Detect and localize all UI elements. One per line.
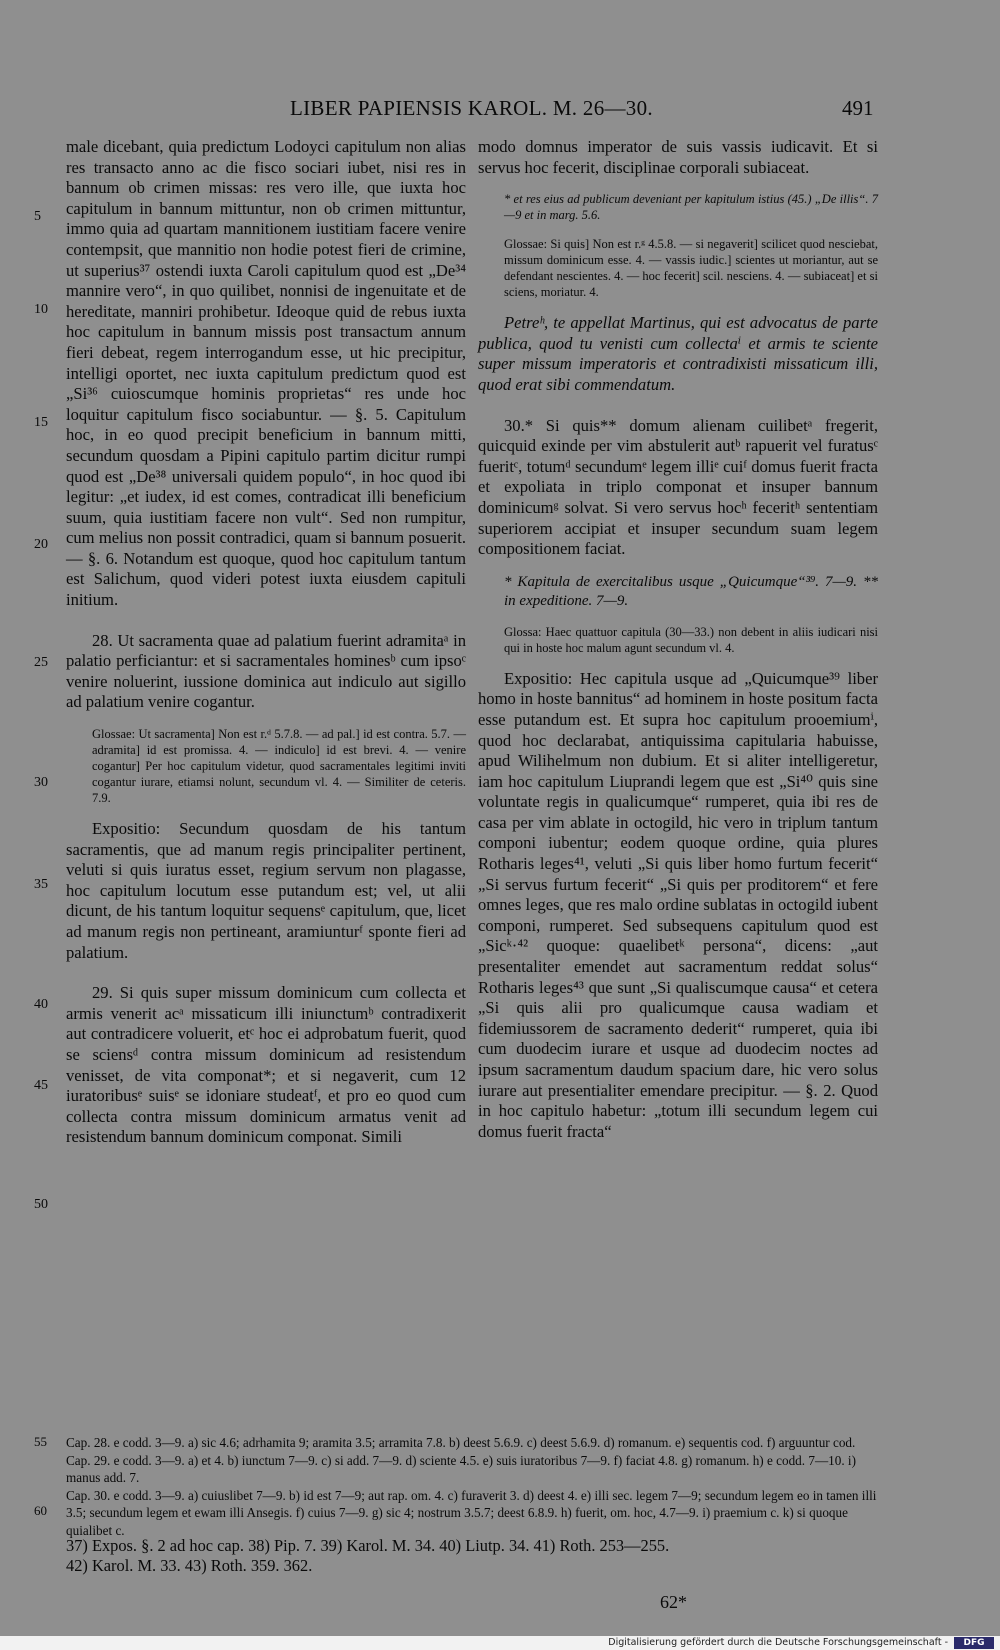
chapter-29: 29. Si quis super missum dominicum cum collecta et armis venerit acᵃ missaticum illi iniunctumᵇ contradixerit aut contradicere voluerit, etᶜ hoc ei adprobatum fuerit, quod se sciensᵈ contra missum dominicum ad resistendum venisset, de vita componat*; et si negaverit, cum 12 iuratoribusᵉ suisᵉ se idoniare studeatᶠ, et pro eo quod cum collecta contra missum dominicum armatus venit ad resistendum bannum dominicum componat. Simili — [66, 983, 466, 1147]
line-number: 30 — [34, 775, 48, 790]
paragraph: male dicebant, quia predictum Lodoyci capitulum non alias res transacto anno ac die fisco sociari iubet, nisi res in bannum ob crimen missas: res vero ille, que iuxta hoc capitulum in bannum mittuntur, non ob crimen mittuntur, immo quia ad quartam mannitionem iustitiam facere venire contempsit, que mannitio non hodie potest fieri de crimine, ut superius³⁷ ostendi iuxta Caroli capitulum quod est „De³⁴ mannire vero“, in quo quilibet, nonnisi de ingenuitate et de hereditate, manniri prohibetur. Ideoque quid de rebus iuxta hoc capitulum in bannum missis post transactum annum fieri debeat, regem interrogandum esse, ut hic precipitur, intelligi oportet, nec iuxta capitulum predictum quod est „Si³⁶ cuioscumque hominis proprietas“ res unde hoc loquitur capitulum fisco sociabuntur. — §. 5. Capitulum hoc, in eo quod precipit beneficium in bannum mitti, secundum quosdam a Pipini capitulo partim dicitur rumpi quod est „De³⁸ universali quidem populo“, in hoc quod ibi legitur: „et iudex, id est comes, contradicat illi beneficium suum, quia iustitiam facere non vult“. Sed non rumpitur, cum melius non possit contradici, quam si bannum posuerit. — §. 6. Notandum est quoque, quod hoc capitulum tantum est Salichum, quod videri potest iuxta eiusdem capituli initium. — [66, 137, 466, 610]
note-line: 42) Karol. M. 33. 43) Roth. 359. 362. — [66, 1556, 313, 1575]
dfg-logo: DFG — [954, 1637, 994, 1649]
right-column — [478, 137, 878, 1142]
line-number: 55 — [34, 1434, 47, 1449]
running-title: LIBER PAPIENSIS KAROL. M. 26—30. — [290, 96, 653, 120]
chapter-30: 30.* Si quis** domum alienam cuilibetᵃ fregerit, quicquid exinde per vim abstulerit autᵇ rapuerit vel furatusᶜ fueritᶜ, totumᵈ secundumᵉ legem illiᵉ cuiᶠ domus fuerit fracta et expoliata in triplo componat et insuper bannum dominicumᵍ solvat. Si vero servus hocʰ feceritʰ sententiam superiorem accipiat et insuper secundum suam legem compositionem faciat. — [478, 415, 878, 559]
line-number: 40 — [34, 997, 48, 1012]
apparatus-entry: Cap. 30. e codd. 3—9. a) cuiuslibet 7—9. b) id est 7—9; aut rap. om. 4. c) furaverit 3. d) deest 4. e) illi sec. legem 7—9; secundum legem eo in tamen illi 3.5; secundum legem et ewam illi Ansegis. f) cuius 7—9. g) sic 4; nostrum 3.5.7; deest 6.8.9. h) fuerit, om. hoc, 4.7—9. i) praemium c. k) si quoque quialibet c. — [66, 1487, 877, 1538]
footnote-29: * et res eius ad publicum deveniant per kapitulum istius (45.) „De illis“. 7—9 et in marg. 5.6. — [504, 192, 878, 223]
critical-apparatus — [66, 1434, 878, 1539]
line-number: 35 — [34, 877, 48, 892]
line-number: 10 — [34, 302, 48, 317]
expositio-28: Expositio: Secundum quosdam de his tantum sacramentis, que ad manum regis principaliter pertinent, veluti si quis iuratus esset, regium servum non plagasse, hoc capitulum locutum esse putandum est; vel, ut alii dicunt, de his tantum loquitur sequensᵉ capitulum, que, licet ad manum regis non pertineant, aramiunturᶠ sponte fieri ad palatium. — [66, 819, 466, 962]
expositio-30: Expositio: Hec capitula usque ad „Quicumque³⁹ liber homo in hoste bannitus“ ad hominem in hoste positum facta esse putandum est. Et supra hoc capitulum prooemiumⁱ, quod hoc declarabat, antiquissima capitularia habuisse, apud Wilihelmum non dubium. Et si aliter intelligeretur, iam hoc capitulum Liuprandi legem que est „Si⁴⁰ quis sine voluntate regis in qualicumque“ rumperet, quia ibi res de casa per vim ablate in octogild, hic vero in triplum tantum componi iubentur; eodem quoque ordine, quia plures Rotharis leges⁴¹, veluti „Si quis liber homo furtum fecerit“ „Si servus furtum fecerit“ „Si quis per proditorem“ et fere omnes leges, que res malo ordine sublatas in octogild iubent componi, rumperet. Sed subsequens capitulum quod est „Sicᵏ·⁴² quoque: quaelibetᵏ persona“, dicens: „aut presentaliter emendet aut sacramentum reddat solus“ Rotharis leges⁴³ que sunt „Si qualiscumque causa“ et cetera „Si quis alii pro qualicumque causa wadiam et fidemiussorem de sacramento dederit“ rumperet, quia ibi cum duodecim iurare et usque ad duodecim noctes ad ipsum sacramentum daudum spacium dare, hic vero solus iurare aut presentialiter emendare precipitur. — §. 2. Quod in hoc capitulo habetur: „totum illi secundum legem cui domus fuerit fracta“ — [478, 668, 879, 1141]
line-number: 20 — [34, 537, 48, 552]
line-number: 15 — [34, 415, 48, 430]
footnote-30: * Kapitula de exercitalibus usque „Quicumque“³⁹. 7—9. ** in expeditione. 7—9. — [504, 573, 878, 609]
apparatus-entry: Cap. 29. e codd. 3—9. a) et 4. b) iunctum 7—9. c) si add. 7—9. d) sciente 4.5. e) suis iuratoribus 7—9. f) faciat 4.8. g) romanum. h) e codd. 7—10. i) manus add. 7. — [66, 1452, 856, 1485]
signature-mark: 62* — [660, 1592, 687, 1612]
glossae-28: Glossae: Ut sacramenta] Non est r.ᵈ 5.7.8. — ad pal.] id est contra. 5.7. — adramita] id est promissa. 4. — indiculo] id est brevi. 4. — venire cogantur] Per hoc capitulum videtur, quod sacramentales legitimi inviti cogantur iurare, etiamsi nolunt, secundum vl. 4. — Similiter de ceteris. 7.9. — [92, 727, 466, 806]
glossa-30: Glossa: Haec quattuor capitula (30—33.) non debent in aliis iudicari nisi qui in hoste hoc malum agunt secundum vl. 4. — [504, 624, 878, 655]
page-number: 491 — [842, 96, 874, 120]
chapter-28: 28. Ut sacramenta quae ad palatium fuerint adramitaᵃ in palatio perficiantur: et si sacramentales hominesᵇ cum ipsoᶜ venire noluerint, iussione dominica aut indiculo aut sigillo ad palatium venire cogantur. — [66, 630, 466, 712]
apparatus-entry: Cap. 28. e codd. 3—9. a) sic 4.6; adrhamita 9; aramita 3.5; arramita 7.8. b) deest 5.6.9. c) deest 5.6.9. d) romanum. e) sequentis cod. f) arguuntur cod. — [66, 1435, 856, 1450]
note-line: 37) Expos. §. 2 ad hoc cap. 38) Pip. 7. 39) Karol. M. 34. 40) Liutp. 34. 41) Roth. 253—255. — [66, 1536, 670, 1555]
line-number: 60 — [34, 1503, 47, 1518]
left-column — [66, 137, 466, 1148]
chapter-29-continued: modo domnus imperator de suis vassis iudicavit. Et si servus hoc fecerit, disciplinae corporali subiaceat. — [478, 137, 878, 177]
glossae-29: Glossae: Si quis] Non est r.ᵍ 4.5.8. — si negaverit] scilicet quod nesciebat, missum dominicum esse. 4. — vassis iudic.] scientes ut moriantur, aut se defendant nescientes. 4. — hoc fecerit] scil. nesciens. 4. — subiaceat] et si sciens, moriatur. 4. — [504, 237, 878, 300]
line-number: 5 — [34, 209, 41, 224]
line-number: 50 — [34, 1197, 48, 1212]
formula-petre: Petreʰ, te appellat Martinus, qui est advocatus de parte publica, quod tu venisti cum collectaⁱ et armis te sciente super missum imperatoris et contradixisti missaticum illi, quod erat sibi commendatum. — [478, 313, 878, 394]
footer-credit: Digitalisierung gefördert durch die Deutsche Forschungsgemeinschaft - — [608, 1637, 948, 1648]
line-number: 45 — [34, 1078, 48, 1093]
line-number: 25 — [34, 655, 48, 670]
source-notes — [66, 1536, 886, 1576]
